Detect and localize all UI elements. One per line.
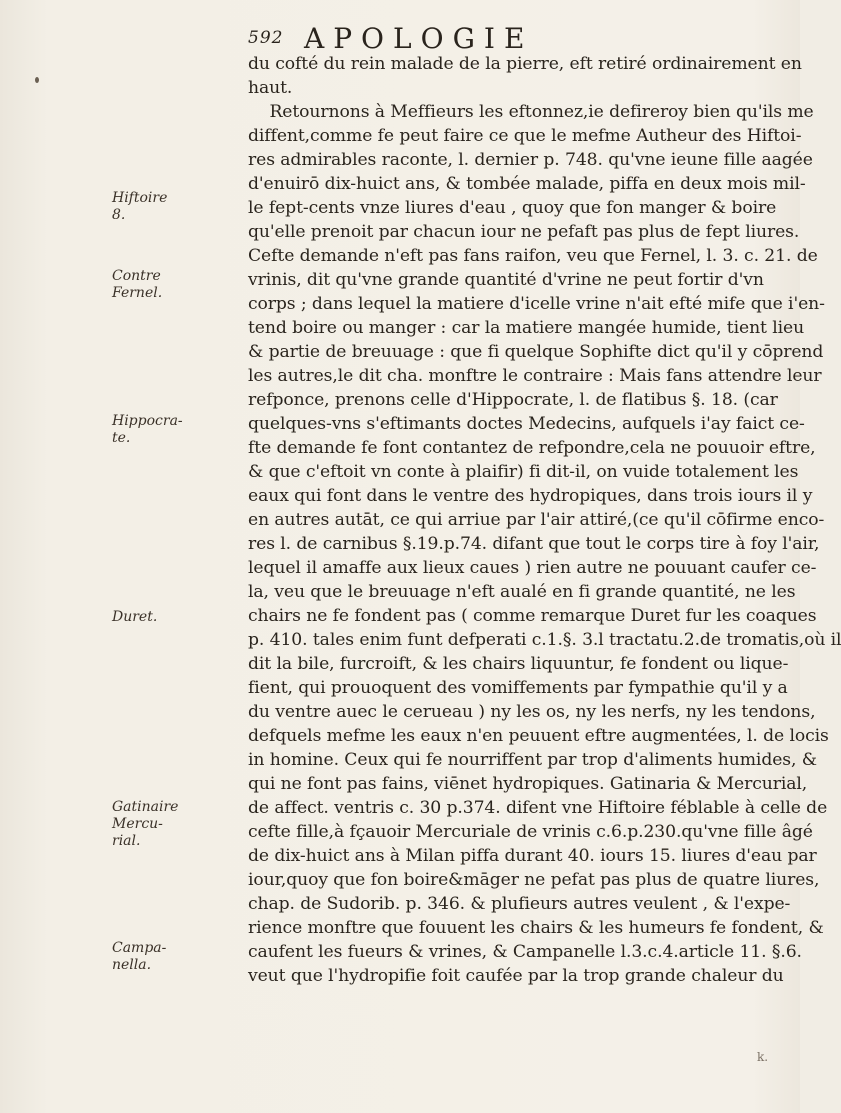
margin-note-campanella: Campa- nella. (112, 940, 167, 973)
text-line: la, veu que le breuuage n'eft aualé en fi grande quantité, ne les (248, 582, 796, 602)
text-line: eaux qui font dans le ventre des hydropiques, dans trois iours il y (248, 486, 813, 506)
text-line: & partie de breuuage : que fi quelque Sophifte dict qu'il y cōprend (248, 342, 824, 362)
text-line: res l. de carnibus §.19.p.74. difant que tout le corps tire à foy l'air, (248, 534, 820, 554)
text-line: qu'elle prenoit par chacun iour ne pefaft pas plus de fept liures. (248, 222, 800, 242)
text-line: cefte fille,à fçauoir Mercuriale de vrinis c.6.p.230.qu'vne fille âgé (248, 822, 813, 842)
text-line: lequel il amaffe aux lieux caues ) rien autre ne pouuant caufer ce- (248, 558, 817, 578)
text-line: vrinis, dit qu'vne grande quantité d'vrine ne peut fortir d'vn (248, 270, 764, 290)
margin-note-contre-fernel: Contre Fernel. (112, 268, 163, 301)
text-line: en autres autāt, ce qui arriue par l'air attiré,(ce qu'il cōfirme enco- (248, 510, 825, 530)
text-line: Cefte demande n'eft pas fans raifon, veu que Fernel, l. 3. c. 21. de (248, 246, 818, 266)
printer-mark: k. (757, 1050, 769, 1064)
text-line: rience monftre que fouuent les chairs & les humeurs fe fondent, & (248, 918, 824, 938)
margin-note-hippocrate: Hippocra- te. (112, 413, 183, 446)
text-line: Retournons à Meffieurs les eftonnez,ie defireroy bien qu'ils me (248, 102, 814, 122)
text-line: tend boire ou manger : car la matiere mangée humide, tient lieu (248, 318, 805, 338)
text-line: in homine. Ceux qui fe nourriffent par trop d'aliments humides, & (248, 750, 817, 770)
text-line: du ventre auec le cerueau ) ny les os, ny les nerfs, ny les tendons, (248, 702, 816, 722)
margin-note-hiftoire: Hiftoire 8. (112, 190, 168, 223)
text-line: qui ne font pas fains, viēnet hydropiques. Gatinaria & Mercurial, (248, 774, 808, 794)
text-line: du cofté du rein malade de la pierre, eft retiré ordinairement en (248, 54, 802, 74)
text-line: refponce, prenons celle d'Hippocrate, l. de flatibus §. 18. (car (248, 390, 778, 410)
text-line: iour,quoy que fon boire&māger ne pefat pas plus de quatre liures, (248, 870, 820, 890)
text-line: chap. de Sudorib. p. 346. & plufieurs autres veulent , & l'expe- (248, 894, 791, 914)
text-line: corps ; dans lequel la matiere d'icelle vrine n'ait efté mife que i'en- (248, 294, 825, 314)
margin-note-gatinaire-mercurial: Gatinaire Mercu- rial. (112, 799, 179, 849)
text-line: caufent les fueurs & vrines, & Campanelle l.3.c.4.article 11. §.6. (248, 942, 802, 962)
text-line: dit la bile, furcroift, & les chairs liquuntur, fe fondent ou lique- (248, 654, 789, 674)
text-line: les autres,le dit cha. monftre le contraire : Mais fans attendre leur (248, 366, 822, 386)
text-line: fient, qui prouoquent des vomiffements par fympathie qu'il y a (248, 678, 788, 698)
margin-note-duret: Duret. (112, 609, 158, 625)
text-line: chairs ne fe fondent pas ( comme remarque Duret fur les coaques (248, 606, 817, 626)
page-number: 592 (248, 28, 284, 48)
text-line: diffent,comme fe peut faire ce que le mefme Autheur des Hiftoi- (248, 126, 802, 146)
text-line: haut. (248, 78, 293, 98)
text-line: fte demande fe font contantez de refpondre,cela ne pouuoir eftre, (248, 438, 816, 458)
text-line: quelques-vns s'eftimants doctes Medecins, aufquels i'ay faict ce- (248, 414, 805, 434)
body-text (248, 52, 841, 988)
text-line: veut que l'hydropifie foit caufée par la trop grande chaleur du (248, 966, 784, 986)
text-line: de affect. ventris c. 30 p.374. difent vne Hiftoire féblable à celle de (248, 798, 828, 818)
margin-notes (0, 0, 183, 1113)
text-line: d'enuirō dix-huict ans, & tombée malade, piffa en deux mois mil- (248, 174, 806, 194)
text-line: le fept-cents vnze liures d'eau , quoy que fon manger & boire (248, 198, 777, 218)
text-line: p. 410. tales enim funt defperati c.1.§. 3.l tractatu.2.de tromatis,où il (248, 630, 841, 650)
text-line: defquels mefme les eaux n'en peuuent eftre augmentées, l. de locis (248, 726, 829, 746)
running-title: APOLOGIE (304, 22, 534, 55)
text-line: & que c'eftoit vn conte à plaifir) fi dit-il, on vuide totalement les (248, 462, 799, 482)
text-line: res admirables raconte, l. dernier p. 748. qu'vne ieune fille aagée (248, 150, 813, 170)
text-line: de dix-huict ans à Milan piffa durant 40. iours 15. liures d'eau par (248, 846, 817, 866)
